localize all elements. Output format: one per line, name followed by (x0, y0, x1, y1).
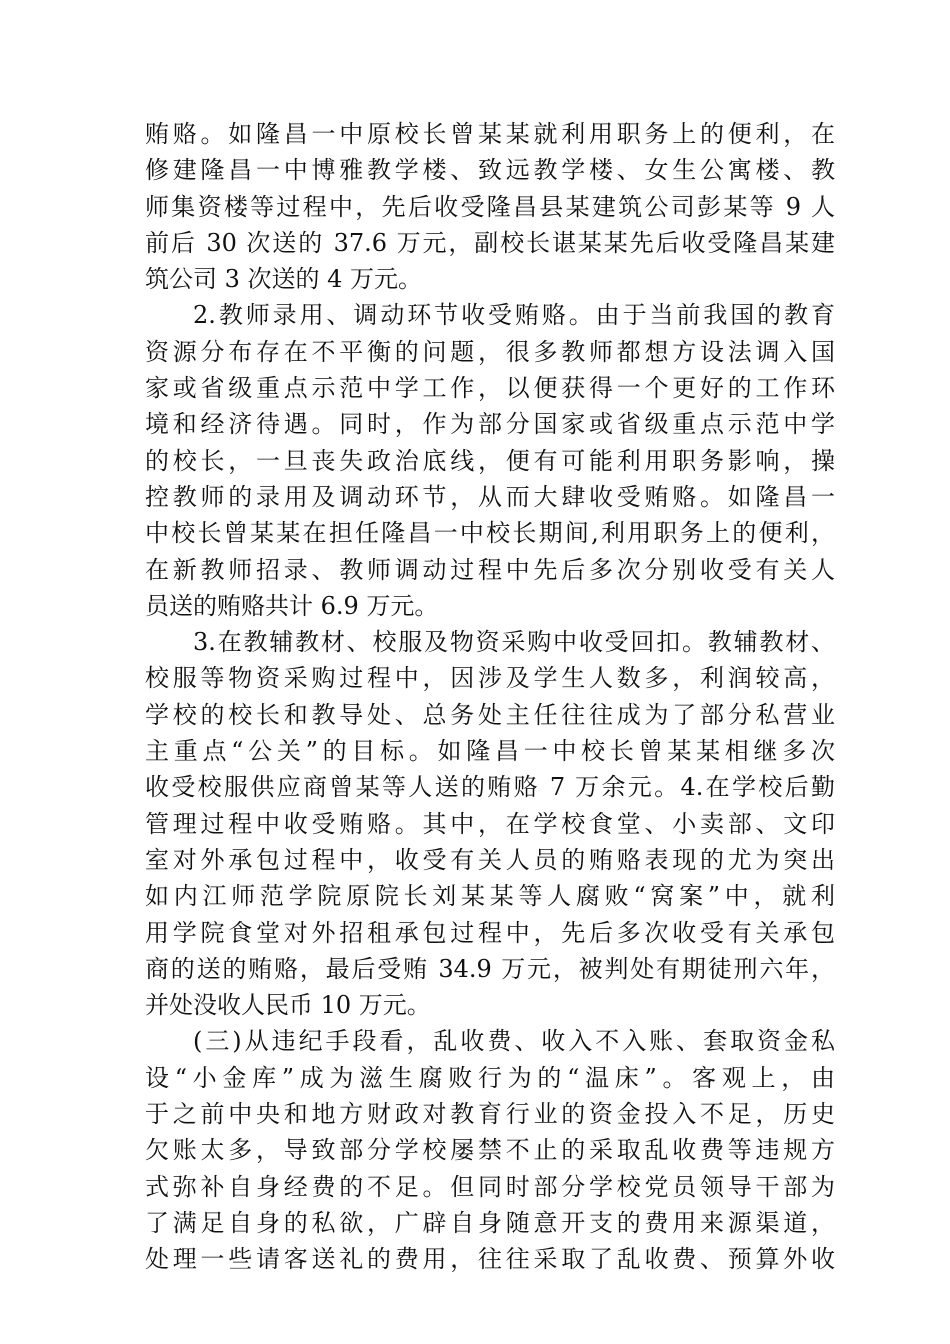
text-line: 中校长曾某某在担任隆昌一中校长期间,利用职务上的便利， (145, 519, 835, 548)
text-line: 在新教师招录、教师调动过程中先后多次分别收受有关人 (145, 555, 835, 584)
text-line: 欠账太多，导致部分学校屡禁不止的采取乱收费等违规方 (145, 1136, 835, 1165)
text-line: 资源分布存在不平衡的问题，很多教师都想方设法调入国 (145, 337, 835, 366)
text-line: 的校长，一旦丧失政治底线，便有可能利用职务影响，操 (145, 446, 835, 475)
text-line: 主重点“公关”的目标。如隆昌一中校长曾某某相继多次 (145, 737, 835, 766)
text-line: 室对外承包过程中，收受有关人员的贿赂表现的尤为突出 (145, 845, 835, 874)
text-line: 处理一些请客送礼的费用，往往采取了乱收费、预算外收 (145, 1245, 835, 1274)
text-line: 筑公司 3 次送的 4 万元。 (145, 265, 423, 294)
body-text (145, 116, 835, 1278)
text-line: 修建隆昌一中博雅教学楼、致远教学楼、女生公寓楼、教 (145, 156, 835, 185)
text-line: 家或省级重点示范中学工作，以便获得一个更好的工作环 (145, 374, 835, 403)
text-line: 设“小金库”成为滋生腐败行为的“温床”。客观上，由 (145, 1063, 835, 1092)
text-line: 2.教师录用、调动环节收受贿赂。由于当前我国的教育 (193, 301, 835, 330)
text-line: 并处没收人民币 10 万元。 (145, 991, 431, 1020)
text-line: 境和经济待遇。同时，作为部分国家或省级重点示范中学 (145, 410, 835, 439)
text-line: 前后 30 次送的 37.6 万元，副校长谌某某先后收受隆昌某建 (145, 228, 835, 257)
text-line: 贿赂。如隆昌一中原校长曾某某就利用职务上的便利，在 (145, 120, 835, 148)
text-line: 员送的贿赂共计 6.9 万元。 (145, 591, 439, 620)
text-line: 控教师的录用及调动环节，从而大肆收受贿赂。如隆昌一 (145, 482, 835, 511)
text-line: 学校的校长和教导处、总务处主任往往成为了部分私营业 (145, 700, 835, 729)
text-line: 校服等物资采购过程中，因涉及学生人数多，利润较高， (145, 664, 835, 693)
text-line: 式弥补自身经费的不足。但同时部分学校党员领导干部为 (145, 1172, 835, 1201)
text-line: 师集资楼等过程中，先后收受隆昌县某建筑公司彭某等 9 人 (145, 192, 835, 221)
text-line: 用学院食堂对外招租承包过程中，先后多次收受有关承包 (145, 918, 835, 947)
text-line: 如内江师范学院原院长刘某某等人腐败“窝案”中，就利 (145, 882, 835, 911)
text-line: 于之前中央和地方财政对教育行业的资金投入不足，历史 (145, 1100, 835, 1129)
text-line: 了满足自身的私欲，广辟自身随意开支的费用来源渠道， (145, 1208, 835, 1237)
text-line: 管理过程中收受贿赂。其中，在学校食堂、小卖部、文印 (145, 809, 835, 838)
text-line: 商的送的贿赂，最后受贿 34.9 万元，被判处有期徒刑六年， (145, 954, 835, 983)
text-line: (三)从违纪手段看，乱收费、收入不入账、套取资金私 (193, 1027, 835, 1056)
text-line: 收受校服供应商曾某等人送的贿赂 7 万余元。4.在学校后勤 (145, 773, 835, 802)
text-line: 3.在教辅教材、校服及物资采购中收受回扣。教辅教材、 (193, 628, 835, 657)
